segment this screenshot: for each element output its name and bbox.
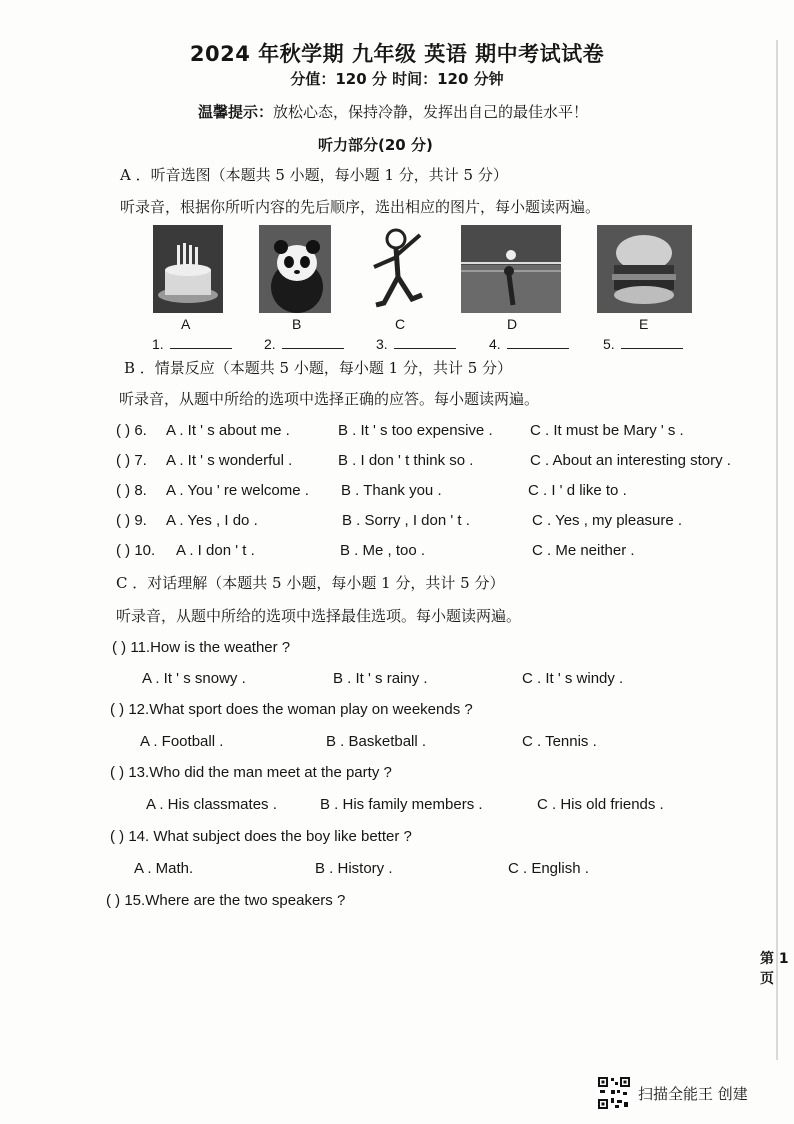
answer-paren[interactable]: ( ) (116, 542, 131, 559)
question-8 (116, 482, 147, 499)
option-11c: C . It ' s windy . (522, 670, 624, 687)
answer-blank-3[interactable] (376, 336, 456, 352)
question-number: 6. (134, 422, 147, 439)
exam-tip (198, 101, 588, 122)
option-10c: C . Me neither . (532, 542, 635, 559)
picture-c-label: C (395, 316, 406, 332)
dancing-person-icon (362, 225, 434, 313)
page-edge-divider (776, 40, 778, 1060)
picture-e (597, 225, 692, 313)
question-number: 9. (134, 512, 147, 529)
option-12c: C . Tennis . (522, 733, 597, 750)
option-11b: B . It ' s rainy . (333, 670, 428, 687)
option-7c: C . About an interesting story . (530, 452, 731, 469)
answer-blank-1[interactable] (152, 336, 232, 352)
tip-text: 放松心态，保持冷静，发挥出自己的最佳水平！ (273, 103, 589, 121)
question-stem: 14. What subject does the boy like better ? (128, 828, 412, 845)
birthday-cake-icon (153, 225, 223, 313)
option-13b: B . His family members . (320, 796, 483, 813)
answer-paren[interactable]: ( ) (116, 422, 131, 439)
picture-b (259, 225, 331, 313)
blank-line (170, 336, 232, 349)
option-8a: A . You ' re welcome . (166, 482, 309, 499)
option-14b: B . History . (315, 860, 393, 877)
option-10b: B . Me , too . (340, 542, 426, 559)
answer-blank-4[interactable] (489, 336, 569, 352)
blank-number: 3. (376, 336, 388, 352)
option-9c: C . Yes , my pleasure . (532, 512, 683, 529)
hamburger-icon (597, 225, 692, 313)
question-14 (110, 828, 412, 845)
answer-paren[interactable]: ( ) (112, 639, 127, 656)
picture-a (153, 225, 223, 313)
option-8c: C . I ' d like to . (528, 482, 627, 499)
part-c-heading: C ．对话理解（本题共 5 小题，每小题 1 分，共计 5 分） (116, 574, 505, 592)
picture-d (461, 225, 561, 313)
option-6a: A . It ' s about me . (166, 422, 290, 439)
option-12a: A . Football . (140, 733, 224, 750)
listening-section-title: 听力部分(20 分) (318, 136, 433, 154)
panda-icon (259, 225, 331, 313)
question-stem: 15.Where are the two speakers ? (124, 892, 346, 909)
option-13a: A . His classmates . (146, 796, 277, 813)
question-stem: 12.What sport does the woman play on weekends ? (128, 701, 473, 718)
blank-line (621, 336, 683, 349)
blank-line (282, 336, 344, 349)
option-14c: C . English . (508, 860, 589, 877)
option-9a: A . Yes , I do . (166, 512, 258, 529)
question-number: 8. (134, 482, 147, 499)
answer-paren[interactable]: ( ) (110, 828, 125, 845)
part-a-heading: A ．听音选图（本题共 5 小题，每小题 1 分，共计 5 分） (120, 166, 508, 184)
question-12 (110, 701, 473, 718)
picture-e-label: E (639, 316, 649, 332)
answer-paren[interactable]: ( ) (116, 452, 131, 469)
part-a-instruction: 听录音，根据你所听内容的先后顺序，选出相应的图片，每小题读两遍。 (120, 198, 601, 216)
qr-code-icon (597, 1076, 631, 1110)
option-10a: A . I don ' t . (176, 542, 255, 559)
page-number: 第 1页 (760, 951, 789, 987)
answer-paren[interactable]: ( ) (110, 764, 125, 781)
option-8b: B . Thank you . (341, 482, 442, 499)
exam-subtitle: 分值：120 分 时间：120 分钟 (290, 70, 504, 88)
scanner-brand: 扫描全能王 创建 (638, 1085, 748, 1103)
option-13c: C . His old friends . (537, 796, 664, 813)
question-number: 10. (134, 542, 156, 559)
option-7a: A . It ' s wonderful . (166, 452, 293, 469)
answer-paren[interactable]: ( ) (116, 482, 131, 499)
blank-number: 4. (489, 336, 501, 352)
part-b-instruction: 听录音，从题中所给的选项中选择正确的应答。每小题读两遍。 (119, 390, 540, 408)
picture-a-label: A (181, 316, 191, 332)
blank-line (394, 336, 456, 349)
question-7 (116, 452, 147, 469)
tip-label: 温馨提示： (198, 103, 274, 121)
option-6b: B . It ' s too expensive . (338, 422, 493, 439)
volleyball-icon (461, 225, 561, 313)
question-stem: 11.How is the weather ? (130, 639, 291, 656)
part-b-heading: B ．情景反应（本题共 5 小题，每小题 1 分，共计 5 分） (124, 359, 513, 377)
question-10 (116, 542, 155, 559)
option-9b: B . Sorry , I don ' t . (342, 512, 470, 529)
picture-b-label: B (292, 316, 302, 332)
option-14a: A . Math. (134, 860, 194, 877)
picture-c (362, 225, 434, 313)
question-9 (116, 512, 147, 529)
part-c-instruction: 听录音，从题中所给的选项中选择最佳选项。每小题读两遍。 (116, 607, 522, 625)
option-12b: B . Basketball . (326, 733, 427, 750)
answer-blank-5[interactable] (603, 336, 683, 352)
answer-paren[interactable]: ( ) (116, 512, 131, 529)
question-13 (110, 764, 392, 781)
option-7b: B . I don ' t think so . (338, 452, 474, 469)
blank-number: 1. (152, 336, 164, 352)
answer-paren[interactable]: ( ) (110, 701, 125, 718)
exam-title: 2024 年秋学期 九年级 英语 期中考试试卷 (189, 42, 605, 66)
picture-d-label: D (507, 316, 518, 332)
answer-blank-2[interactable] (264, 336, 344, 352)
blank-number: 5. (603, 336, 615, 352)
answer-paren[interactable]: ( ) (106, 892, 121, 909)
question-6 (116, 422, 147, 439)
blank-line (507, 336, 569, 349)
question-15 (106, 892, 345, 909)
blank-number: 2. (264, 336, 276, 352)
option-11a: A . It ' s snowy . (142, 670, 246, 687)
option-6c: C . It must be Mary ' s . (530, 422, 684, 439)
question-stem: 13.Who did the man meet at the party ? (128, 764, 392, 781)
question-number: 7. (134, 452, 147, 469)
question-11 (112, 639, 290, 656)
